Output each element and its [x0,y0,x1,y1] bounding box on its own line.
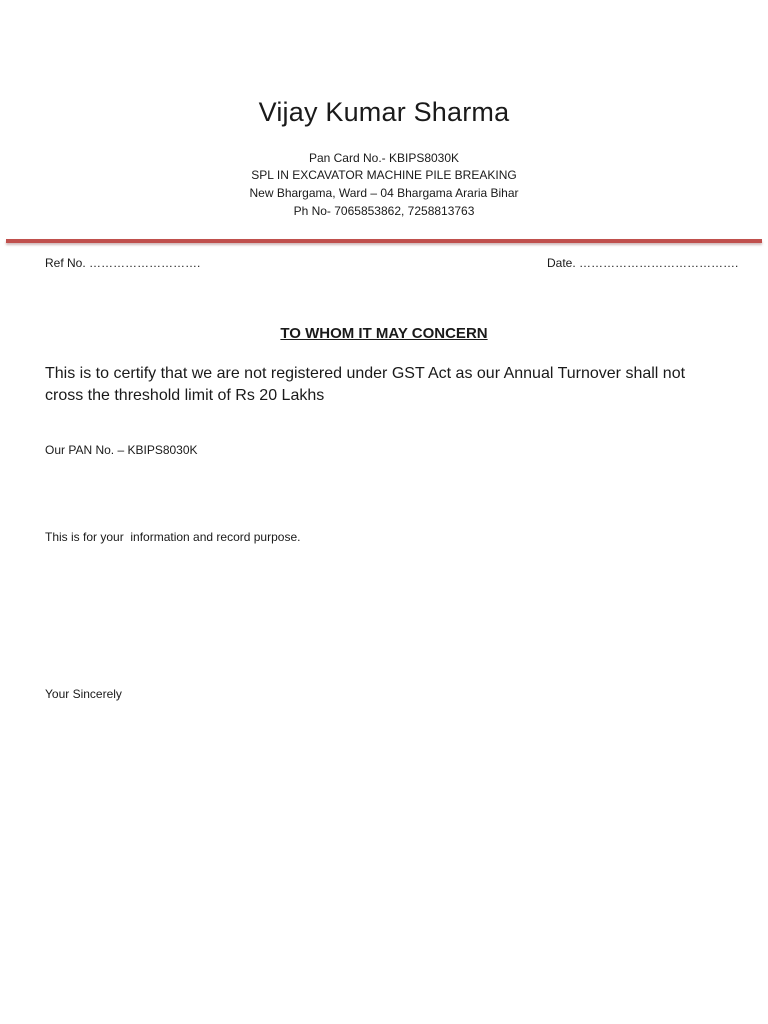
phone-line: Ph No- 7065853862, 7258813763 [293,204,475,218]
purpose-statement: This is for your information and record purpose. [45,530,301,544]
specialty-line: SPL IN EXCAVATOR MACHINE PILE BREAKING [251,168,517,182]
closing-salutation: Your Sincerely [45,687,122,701]
header-divider [6,239,762,243]
reference-number: Ref No. ………………………. [45,256,201,270]
address-line: New Bhargama, Ward – 04 Bhargama Araria Bihar [249,186,519,200]
sender-name: Vijay Kumar Sharma [258,97,510,127]
date-field: Date. …………………………………. [547,256,739,270]
pan-card-line: Pan Card No.- KBIPS8030K [308,151,460,165]
letter-subject: TO WHOM IT MAY CONCERN [280,325,488,342]
certification-paragraph: This is to certify that we are not registered under GST Act as our Annual Turnover shall not cross the threshold limit of Rs 20 Lakhs [45,365,686,404]
pan-statement: Our PAN No. – KBIPS8030K [45,443,198,457]
